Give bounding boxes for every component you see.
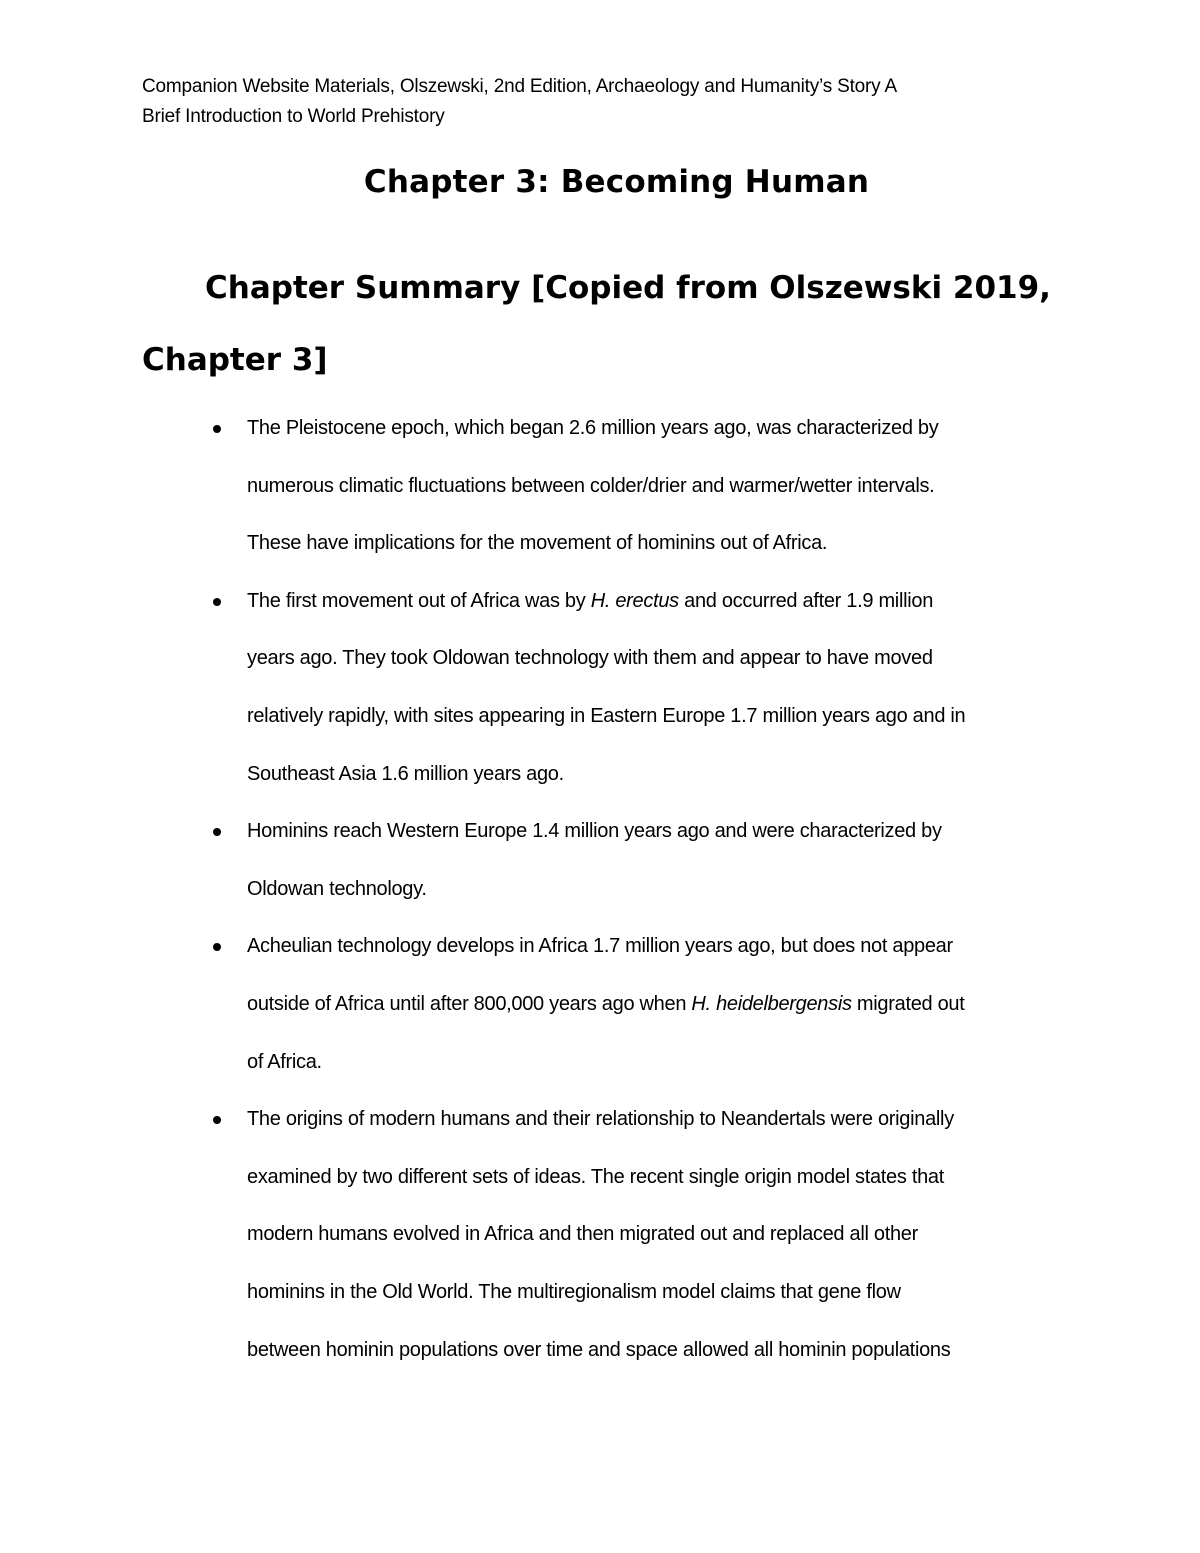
bullet-dot-icon xyxy=(213,598,221,606)
bullet-text-line: of Africa. xyxy=(247,1050,322,1073)
bullet-text-line: between hominin populations over time and space allowed all hominin populations xyxy=(247,1338,951,1361)
bullet-text-line: The Pleistocene epoch, which began 2.6 million years ago, was characterized by xyxy=(247,417,939,439)
bullet-text-line: Acheulian technology develops in Africa 1.7 million years ago, but does not appear xyxy=(247,935,953,958)
bullet-text-line: The first movement out of Africa was by H. erectus and occurred after 1.9 million xyxy=(247,589,934,612)
bullet-item xyxy=(142,803,1062,918)
bullet-text-line: numerous climatic fluctuations between colder/drier and warmer/wetter intervals. xyxy=(247,474,935,497)
header-line-2: Brief Introduction to World Prehistory xyxy=(142,106,445,127)
bullet-text-line: examined by two different sets of ideas. The recent single origin model states that xyxy=(247,1165,944,1188)
bullet-text-line: years ago. They took Oldowan technology with them and appear to have moved xyxy=(247,647,933,670)
summary-heading-line-2: Chapter 3] xyxy=(142,342,328,378)
bullet-text-line: Southeast Asia 1.6 million years ago. xyxy=(247,762,564,785)
bullet-dot-icon xyxy=(213,943,221,951)
bullet-text-line: The origins of modern humans and their relationship to Neandertals were originally xyxy=(247,1108,954,1131)
bullet-text-line: These have implications for the movement of hominins out of Africa. xyxy=(247,532,828,555)
bullet-text-line: modern humans evolved in Africa and then migrated out and replaced all other xyxy=(247,1223,918,1246)
bullet-dot-icon xyxy=(213,425,221,433)
summary-bullet-list xyxy=(142,400,1062,1379)
bullet-item xyxy=(142,1091,1062,1379)
bullet-dot-icon xyxy=(213,828,221,836)
bullet-text-line: Hominins reach Western Europe 1.4 million years ago and were characterized by xyxy=(247,820,942,843)
chapter-title: Chapter 3: Becoming Human xyxy=(363,164,870,200)
bullet-item xyxy=(142,400,1062,573)
summary-heading-line-1: Chapter Summary [Copied from Olszewski 2019, xyxy=(205,270,1051,306)
bullet-dot-icon xyxy=(213,1116,221,1124)
species-name: H. heidelbergensis xyxy=(691,992,852,1015)
bullet-item xyxy=(142,918,1062,1091)
bullet-text-line: relatively rapidly, with sites appearing in Eastern Europe 1.7 million years ago and in xyxy=(247,704,966,727)
bullet-item xyxy=(142,573,1062,803)
bullet-text-line: hominins in the Old World. The multiregionalism model claims that gene flow xyxy=(247,1280,901,1303)
summary-heading xyxy=(142,252,1102,396)
header-line-1: Companion Website Materials, Olszewski, 2nd Edition, Archaeology and Humanity’s Story A xyxy=(142,76,897,97)
species-name: H. erectus xyxy=(590,589,679,612)
bullet-text-line: Oldowan technology. xyxy=(247,877,427,900)
page-header xyxy=(142,72,1042,132)
bullet-text-line: outside of Africa until after 800,000 years ago when H. heidelbergensis migrated out xyxy=(247,992,965,1015)
